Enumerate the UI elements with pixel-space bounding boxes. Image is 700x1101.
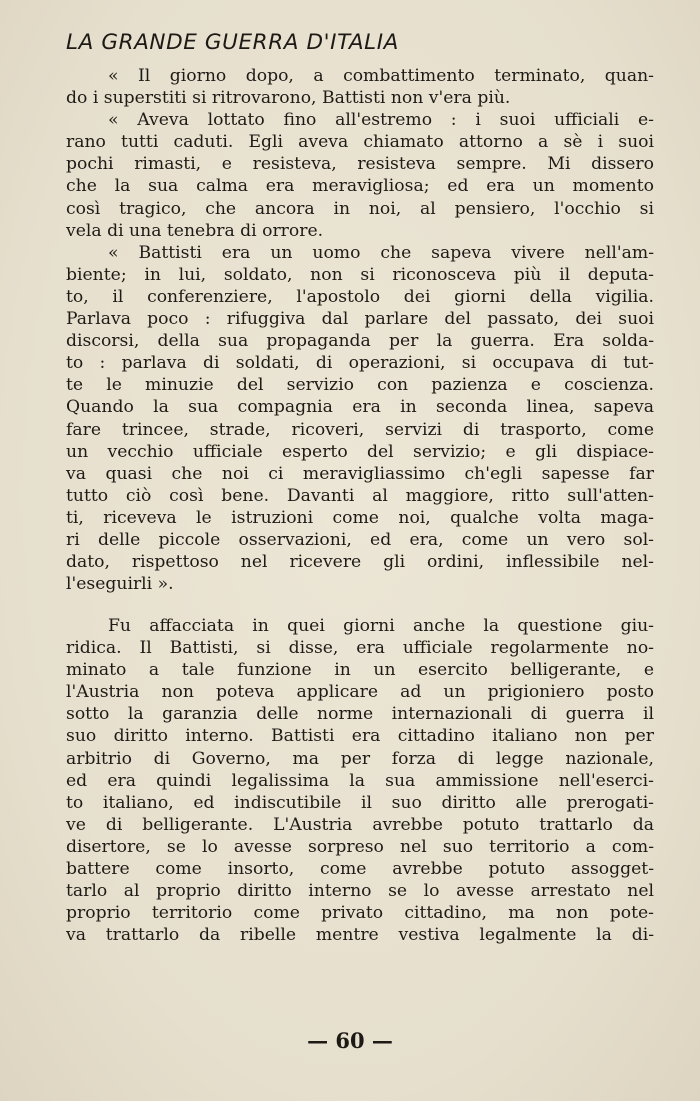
text-line: to, il conferenziere, l'apostolo dei giorni della vigilia. [66, 286, 654, 307]
text-line: disertore, se lo avesse sorpreso nel suo territorio a com- [66, 836, 654, 857]
text-line: ve di belligerante. L'Austria avrebbe potuto trattarlo da [66, 814, 654, 835]
text-line: ti, riceveva le istruzioni come noi, qualche volta maga- [66, 507, 654, 528]
text-line: ridica. Il Battisti, si disse, era ufficiale regolarmente no- [66, 638, 654, 659]
text-line: ed era quindi legalissima la sua ammissione nell'eserci- [66, 770, 654, 791]
text-line: biente; in lui, soldato, non si riconosceva più il deputa- [66, 264, 654, 285]
text-line: dato, rispettoso nel ricevere gli ordini, inflessibile nel- [66, 552, 654, 573]
text-line: proprio territorio come privato cittadino, ma non pote- [66, 903, 654, 924]
text-line: te le minuzie del servizio con pazienza e coscienza. [66, 375, 654, 396]
text-line: to : parlava di soldati, di operazioni, si occupava di tut- [66, 353, 654, 374]
text-line: fare trincee, strade, ricoveri, servizi di trasporto, come [66, 419, 654, 440]
text-line: Fu affacciata in quei giorni anche la questione giu- [108, 616, 654, 636]
text-line: sotto la garanzia delle norme internazionali di guerra il [66, 704, 654, 725]
text-line: così tragico, che ancora in noi, al pensiero, l'occhio si [66, 198, 654, 219]
text-line: Quando la sua compagnia era in seconda linea, sapeva [66, 397, 654, 418]
text-line: va quasi che noi ci meravigliassimo ch'egli sapesse far [66, 463, 654, 484]
text-line: Parlava poco : rifuggiva dal parlare del passato, dei suoi [66, 309, 654, 330]
text-line: to italiano, ed indiscutibile il suo diritto alle prerogati- [66, 792, 654, 813]
text-line: tarlo al proprio diritto interno se lo avesse arrestato nel [66, 881, 654, 902]
text-line: battere come insorto, come avrebbe potuto assogget- [66, 859, 654, 880]
text-line: arbitrio di Governo, ma per forza di legge nazionale, [66, 748, 654, 769]
running-header: LA GRANDE GUERRA D'ITALIA [66, 30, 399, 55]
text-line: do i superstiti si ritrovarono, Battisti non v'era più. [66, 88, 511, 109]
text-line: minato a tale funzione in un esercito belligerante, e [66, 660, 654, 681]
text-line: « Il giorno dopo, a combattimento terminato, quan- [108, 66, 654, 86]
text-line: tutto ciò così bene. Davanti al maggiore, ritto sull'atten- [66, 485, 654, 506]
legal-question-paragraph [66, 615, 654, 946]
text-line: va trattarlo da ribelle mentre vestiva legalmente la di- [66, 925, 654, 946]
text-line: « Aveva lottato fino all'estremo : i suoi ufficiali e- [108, 110, 654, 131]
page-number: — 60 — [307, 1028, 393, 1053]
text-line: l'eseguirli ». [66, 574, 174, 595]
text-line: un vecchio ufficiale esperto del servizio; e gli dispiace- [66, 441, 654, 462]
text-line: l'Austria non poteva applicare ad un prigioniero posto [66, 682, 654, 703]
text-line: « Battisti era un uomo che sapeva vivere nell'am- [108, 242, 654, 263]
text-line: suo diritto interno. Battisti era cittadino italiano non per [66, 726, 654, 747]
text-line: pochi rimasti, e resisteva, resisteva sempre. Mi dissero [66, 154, 654, 175]
text-line: che la sua calma era meravigliosa; ed era un momento [66, 176, 654, 197]
text-line: rano tutti caduti. Egli aveva chiamato attorno a sè i suoi [66, 132, 654, 153]
text-line: vela di una tenebra di orrore. [66, 220, 324, 241]
text-line: discorsi, della sua propaganda per la guerra. Era solda- [66, 331, 654, 352]
text-line: ri delle piccole osservazioni, ed era, come un vero sol- [66, 529, 654, 550]
quoted-testimony-block [66, 65, 654, 595]
